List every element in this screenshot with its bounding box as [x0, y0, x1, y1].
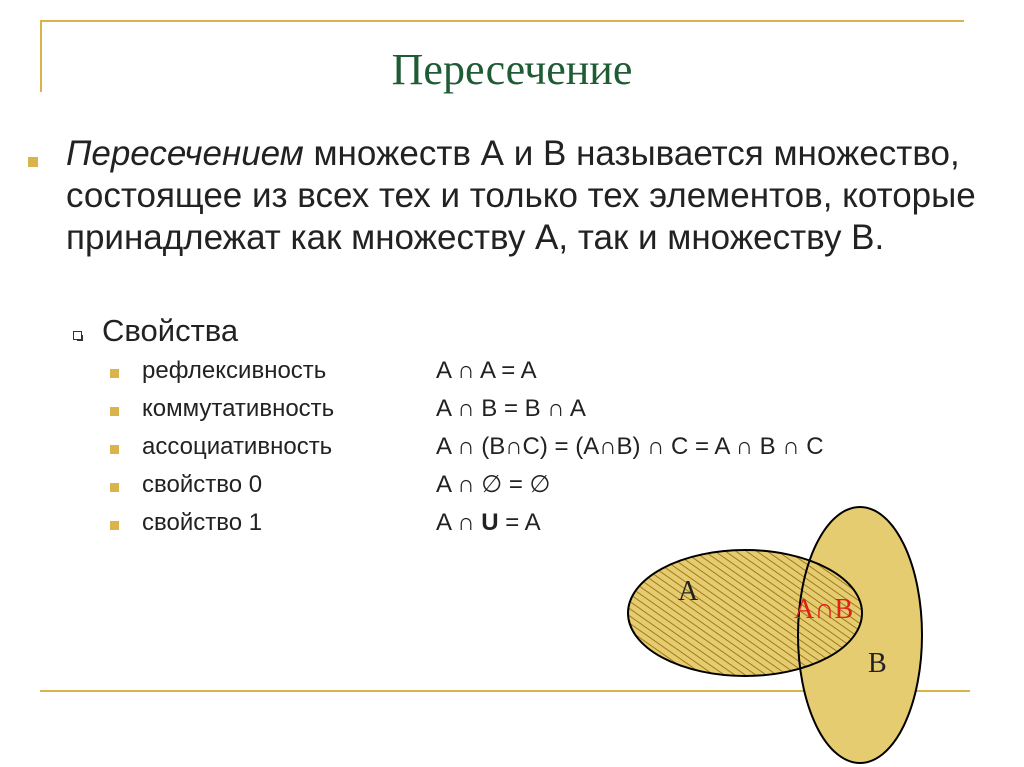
- intersection-label: A∩B: [794, 594, 854, 625]
- set-a-label: A: [678, 576, 699, 607]
- square-bullet-icon: [110, 369, 119, 378]
- universal-set-symbol: U: [481, 509, 499, 536]
- slide-title: Пересечение: [391, 45, 633, 94]
- formula-part: = A: [498, 509, 541, 536]
- square-bullet-icon: [28, 157, 38, 167]
- property-name: свойство 0: [142, 471, 263, 498]
- property-formula: A ∩ (B∩C) = (A∩B) ∩ C = A ∩ B ∩ C: [436, 433, 824, 460]
- property-name: свойство 1: [142, 509, 263, 536]
- set-b-label: B: [868, 648, 887, 679]
- definition-body: множеств А и В называется множество, состоящее из всех тех и только тех элементов, которые принадлежат как множеству А, так и множеству В.: [66, 134, 976, 257]
- venn-diagram: [620, 500, 950, 767]
- property-name: рефлексивность: [142, 357, 327, 384]
- property-formula: A ∩ ∅ = ∅: [436, 471, 551, 498]
- square-bullet-icon: [110, 483, 119, 492]
- property-row: [0, 354, 1024, 388]
- square-bullet-icon: [110, 521, 119, 530]
- property-formula: A ∩ A = A: [436, 357, 537, 384]
- property-row: [0, 392, 1024, 426]
- square-bullet-icon: [110, 445, 119, 454]
- property-name: ассоциативность: [142, 433, 333, 460]
- square-bullet-icon: [110, 407, 119, 416]
- definition-term: Пересечением: [66, 134, 304, 173]
- property-name: коммутативность: [142, 395, 335, 422]
- property-row: [0, 468, 1024, 502]
- checkbox-bullet-icon: [73, 331, 82, 340]
- properties-title: Свойства: [102, 313, 239, 348]
- property-formula: [436, 506, 541, 540]
- property-formula: A ∩ B = B ∩ A: [436, 395, 586, 422]
- top-rule: [40, 20, 964, 22]
- property-row: [0, 430, 1024, 464]
- definition-text: [66, 133, 1016, 259]
- formula-part: A ∩: [436, 509, 482, 536]
